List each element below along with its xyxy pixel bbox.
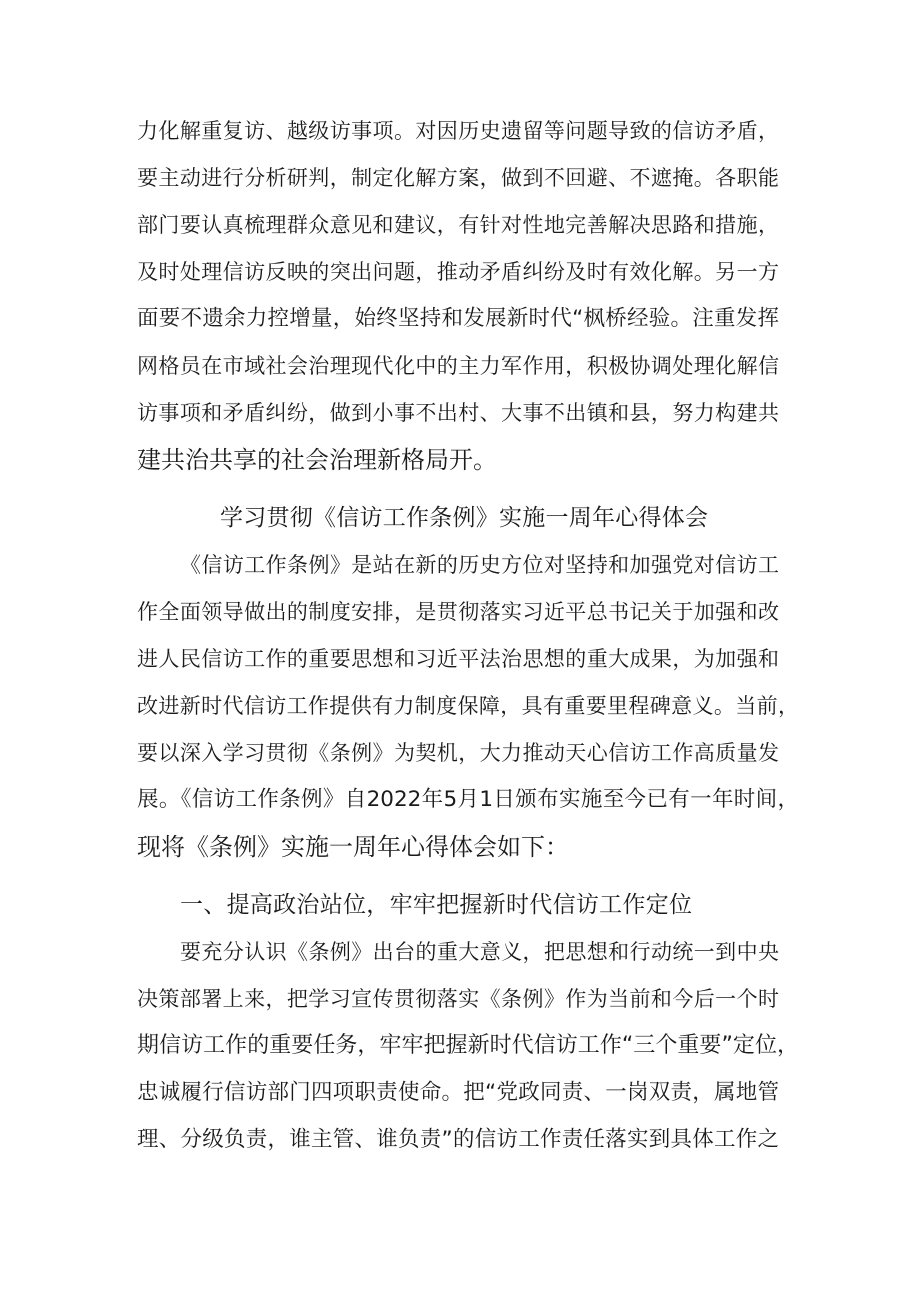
- paragraph-line: 忠诚履行信访部门四项职责使命。把“党政同责、一岗双责，属地管: [137, 1080, 779, 1105]
- paragraph-line: 改进新时代信访工作提供有力制度保障，具有重要里程碑意义。当前，: [137, 694, 799, 718]
- paragraph-line: 要主动进行分析研判，制定化解方案，做到不回避、不遮掩。各职能: [137, 166, 779, 190]
- paragraph-line: 建共治共享的社会治理新格局开。: [137, 446, 497, 474]
- paragraph-line: 及时处理信访反映的突出问题，推动矛盾纠纷及时有效化解。另一方: [137, 260, 779, 284]
- paragraph-line: 作全面领导做出的制度安排，是贯彻落实习近平总书记关于加强和改: [137, 600, 779, 624]
- paragraph-line: 展。《信访工作条例》自2022年5月1日颁布实施至今已有一年时间，: [137, 787, 799, 812]
- document-title: 学习贯彻《信访工作条例》实施一周年心得体会: [220, 505, 708, 531]
- paragraph-line: 《信访工作条例》是站在新的历史方位对坚持和加强党对信访工: [180, 553, 779, 577]
- paragraph-line: 期信访工作的重要任务，牢牢把握新时代信访工作“三个重要”定位，: [137, 1033, 799, 1058]
- paragraph-line: 进人民信访工作的重要思想和习近平法治思想的重大成果，为加强和: [137, 647, 779, 671]
- paragraph-line: 要以深入学习贯彻《条例》为契机，大力推动天心信访工作高质量发: [137, 741, 779, 765]
- paragraph-line: 要充分认识《条例》出台的重大意义，把思想和行动统一到中央: [180, 940, 779, 964]
- paragraph-line: 理、分级负责，谁主管、谁负责”的信访工作责任落实到具体工作之: [137, 1127, 779, 1152]
- paragraph-line: 决策部署上来，把学习宣传贯彻落实《条例》作为当前和今后一个时: [137, 987, 779, 1011]
- paragraph-line: 访事项和矛盾纠纷，做到小事不出村、大事不出镇和县，努力构建共: [137, 401, 779, 425]
- paragraph-line: 现将《条例》实施一周年心得体会如下：: [137, 833, 569, 861]
- paragraph-line: 部门要认真梳理群众意见和建议，有针对性地完善解决思路和措施，: [137, 213, 779, 237]
- paragraph-line: 网格员在市域社会治理现代化中的主力军作用，积极协调处理化解信: [137, 354, 779, 378]
- paragraph-line: 面要不遗余力控增量，始终坚持和发展新时代“枫桥经验。注重发挥: [137, 306, 779, 331]
- paragraph-line: 力化解重复访、越级访事项。对因历史遗留等问题导致的信访矛盾，: [137, 119, 779, 143]
- section-heading: 一、提高政治站位，牢牢把握新时代信访工作定位: [180, 892, 692, 918]
